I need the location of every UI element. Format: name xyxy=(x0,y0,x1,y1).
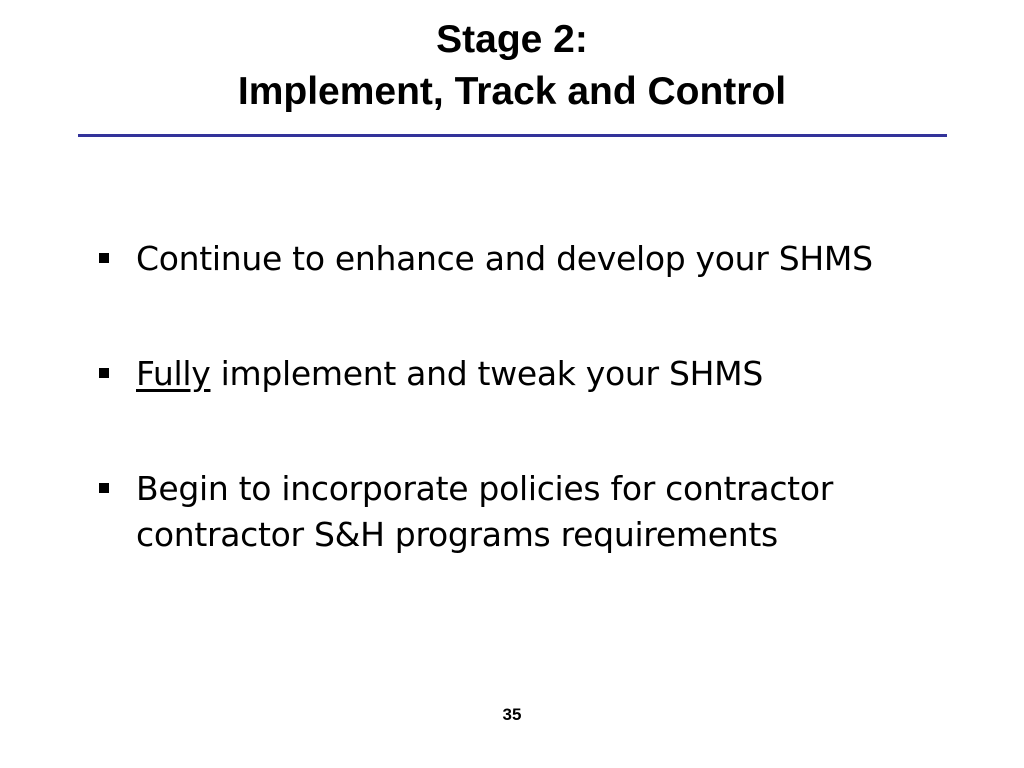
square-bullet-icon xyxy=(99,253,109,263)
bullet-item xyxy=(96,236,956,282)
title-line-1: Stage 2: xyxy=(436,18,588,61)
title-divider xyxy=(78,134,947,137)
square-bullet-icon xyxy=(99,483,109,493)
bullet-text-line-1: Begin to incorporate policies for contractor xyxy=(136,469,833,508)
bullet-item xyxy=(96,466,956,558)
bullet-text: Continue to enhance and develop your SHMS xyxy=(136,239,873,278)
slide-title xyxy=(0,14,1024,118)
bullet-emphasis: Fully xyxy=(136,354,211,393)
bullet-text-line-2: contractor S&H programs requirements xyxy=(136,515,778,554)
title-line-2: Implement, Track and Control xyxy=(237,70,787,113)
bullet-list xyxy=(96,236,956,558)
bullet-item xyxy=(96,351,956,397)
page-number: 35 xyxy=(502,705,522,724)
bullet-text: implement and tweak your SHMS xyxy=(210,354,763,393)
square-bullet-icon xyxy=(99,368,109,378)
